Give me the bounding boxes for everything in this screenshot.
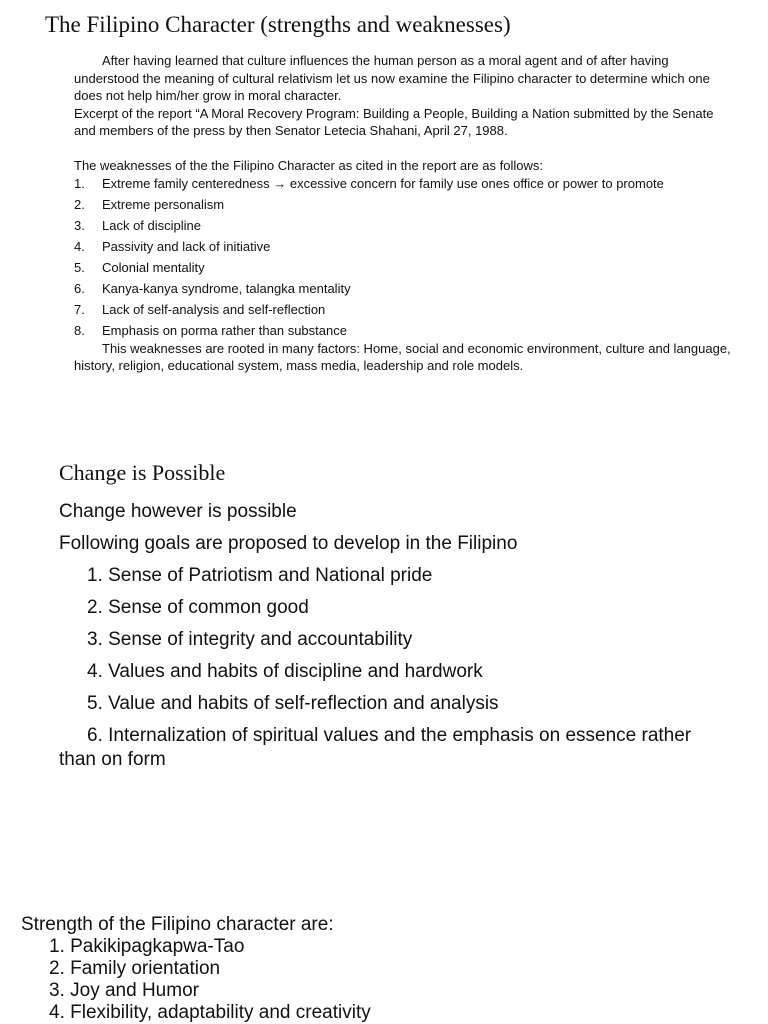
item-text: Kanya-kanya syndrome, talangka mentality — [102, 281, 351, 296]
goal-item: 1. Sense of Patriotism and National pride — [87, 565, 433, 586]
report-excerpt: Excerpt of the report “A Moral Recovery Program: Building a People, Building a Nation submitted by the Senate and members of the press by then Senator Letecia Shahani, April 27, 1988. — [74, 105, 714, 138]
item-text: Emphasis on porma rather than substance — [102, 323, 347, 338]
strength-item: 2. Family orientation — [49, 958, 221, 979]
intro-paragraph: After having learned that culture influences the human person as a moral agent and of after having understood the meaning of cultural relativism let us now examine the Filipino character to determine which one does not help him/her grow in moral character. — [74, 53, 710, 103]
goal-item: 2. Sense of common good — [87, 597, 309, 618]
goal-item: 6. Internalization of spiritual values and the emphasis on essence rather than on form — [59, 725, 692, 770]
goal-item: 5. Value and habits of self-reflection and analysis — [87, 693, 499, 714]
change-section — [59, 500, 699, 772]
item-number: 8. — [74, 323, 85, 338]
change-line-1: Change however is possible — [59, 501, 297, 522]
strengths-heading: Strength of the Filipino character are: — [21, 914, 334, 935]
item-number: 2. — [74, 197, 85, 212]
list-item — [74, 322, 734, 340]
strengths-section — [21, 914, 721, 1024]
item-text: Passivity and lack of initiative — [102, 239, 271, 254]
item-text: Extreme family centeredness → excessive concern for family use ones office or power to promote — [102, 176, 664, 191]
list-item — [74, 259, 734, 277]
weaknesses-list — [74, 175, 734, 340]
item-number: 3. — [74, 218, 85, 233]
goal-item: 3. Sense of integrity and accountability — [87, 629, 413, 650]
item-number: 5. — [74, 260, 85, 275]
spacer — [74, 140, 734, 157]
item-text: Lack of discipline — [102, 218, 201, 233]
item-number: 1. — [74, 176, 85, 191]
weaknesses-section — [74, 52, 734, 375]
item-number: 7. — [74, 302, 85, 317]
list-item — [74, 217, 734, 235]
strength-item: 4. Flexibility, adaptability and creativity — [49, 1002, 371, 1023]
list-item — [74, 280, 734, 298]
item-number: 6. — [74, 281, 85, 296]
weaknesses-roots: This weaknesses are rooted in many factors: Home, social and economic environment, culture and language, history, religion, educational system, mass media, leadership and role models. — [74, 340, 731, 373]
page-title: The Filipino Character (strengths and weaknesses) — [45, 12, 511, 37]
change-heading: Change is Possible — [59, 460, 226, 485]
item-text: Extreme personalism — [102, 197, 225, 212]
list-item — [74, 175, 734, 193]
list-item — [74, 196, 734, 214]
goal-item: 4. Values and habits of discipline and hardwork — [87, 661, 483, 682]
weaknesses-heading: The weaknesses of the the Filipino Character as cited in the report are as follows: — [74, 157, 543, 173]
item-text: Lack of self-analysis and self-reflection — [102, 302, 326, 317]
strength-item: 1. Pakikipagkapwa-Tao — [49, 936, 245, 957]
item-number: 4. — [74, 239, 85, 254]
list-item — [74, 238, 734, 256]
item-text: Colonial mentality — [102, 260, 205, 275]
strength-item: 3. Joy and Humor — [49, 980, 199, 1001]
change-line-2: Following goals are proposed to develop in the Filipino — [59, 533, 518, 554]
list-item — [74, 301, 734, 319]
